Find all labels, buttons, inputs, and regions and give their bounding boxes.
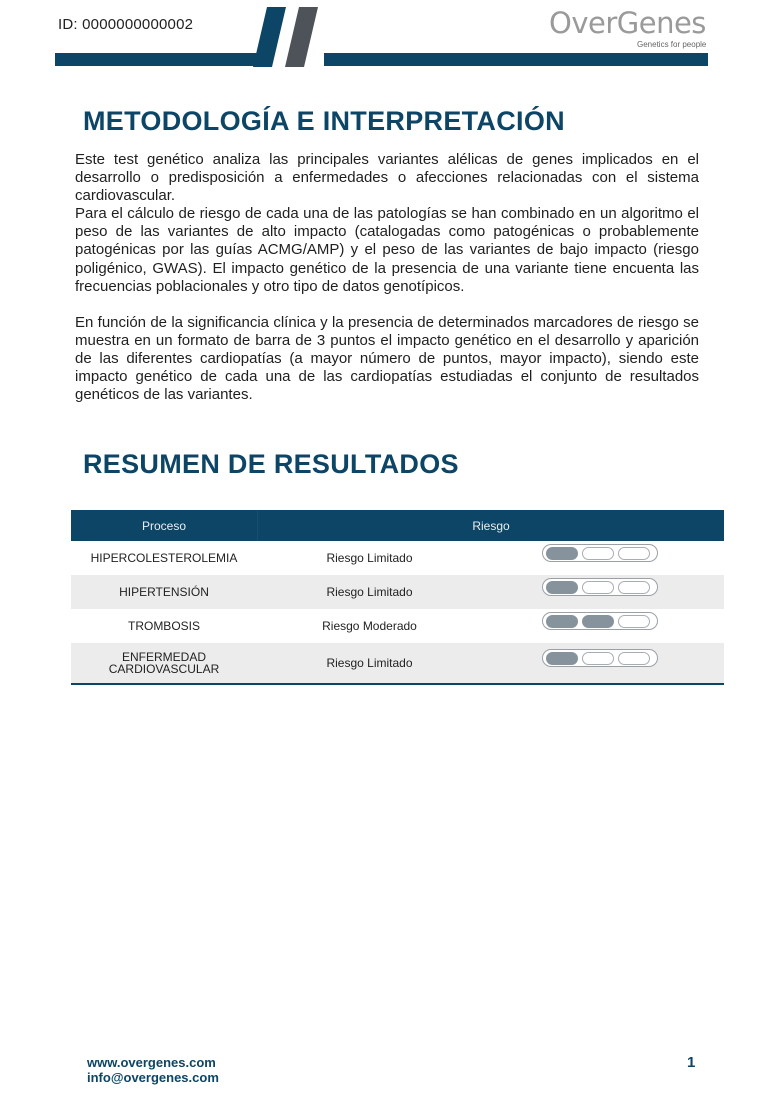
methodology-paragraph-1: Este test genético analiza las principales variantes alélicas de genes implicados en el desarrollo o predisposición a enfermedades o afecciones relacionadas con el sistema cardiovascular. — [75, 151, 699, 205]
overgenes-logo: OverGenes — [549, 6, 706, 40]
process-cell: TROMBOSIS — [127, 619, 200, 633]
risk-bar-cell — [482, 609, 724, 643]
risk-cell: Riesgo Limitado — [326, 585, 413, 599]
risk-cell: Riesgo Limitado — [326, 551, 413, 565]
header-bar-left — [55, 53, 257, 66]
risk-points-bar — [542, 649, 658, 667]
risk-point-filled — [546, 581, 578, 594]
risk-point-empty — [618, 652, 650, 665]
results-table — [71, 510, 724, 685]
column-header-risk: Riesgo — [472, 518, 510, 533]
risk-point-empty — [618, 547, 650, 560]
methodology-paragraph-3: En función de la significancia clínica y la presencia de determinados marcadores de riesgo se muestra en un formato de barra de 3 puntos el impacto genético en el desarrollo y aparición de las diferentes cardiopatías (a mayor número de puntos, mayor impacto), siendo este impacto genético de cada una de las cardiopatías estudiadas el conjunto de resultados genéticos de las variantes. — [75, 313, 699, 404]
table-row — [71, 643, 724, 683]
risk-point-filled — [582, 615, 614, 628]
risk-point-empty — [582, 652, 614, 665]
risk-bar-cell — [482, 575, 724, 609]
risk-bar-cell — [482, 541, 724, 575]
footer-website[interactable]: www.overgenes.com — [87, 1055, 216, 1070]
risk-point-filled — [546, 615, 578, 628]
methodology-paragraph-2: Para el cálculo de riesgo de cada una de las patologías se han combinado en un algoritmo el peso de las variantes de alto impacto (catalogadas como patogénicas o probablemente patogénicas por las guías ACMG/AMP) y el peso de las variantes de bajo impacto (riesgo poligénico, GWAS). El impacto genético de la presencia de una variante tiene encuenta las frecuencias poblacionales y otro tipo de datos genotípicos. — [75, 205, 699, 295]
column-header-process: Proceso — [141, 518, 187, 533]
table-bottom-rule — [71, 683, 724, 685]
risk-cell: Riesgo Moderado — [322, 619, 417, 633]
risk-point-filled — [546, 652, 578, 665]
table-row — [71, 541, 724, 575]
table-row — [71, 609, 724, 643]
risk-point-empty — [582, 547, 614, 560]
footer-email[interactable]: info@overgenes.com — [87, 1070, 219, 1085]
risk-point-empty — [618, 581, 650, 594]
risk-bar-cell — [482, 643, 724, 683]
risk-points-bar — [542, 578, 658, 596]
methodology-title: METODOLOGÍA E INTERPRETACIÓN — [83, 106, 565, 136]
header-bar-right — [324, 53, 708, 66]
process-cell: HIPERCOLESTEROLEMIA — [90, 551, 238, 565]
report-id: ID: 0000000000002 — [58, 16, 194, 33]
risk-point-filled — [546, 547, 578, 560]
process-cell: HIPERTENSIÓN — [119, 585, 209, 599]
risk-point-empty — [618, 615, 650, 628]
risk-point-empty — [582, 581, 614, 594]
page-number: 1 — [687, 1054, 696, 1071]
table-header — [71, 510, 724, 541]
methodology-text — [75, 151, 699, 404]
risk-points-bar — [542, 612, 658, 630]
logo-tagline: Genetics for people — [637, 40, 707, 49]
risk-points-bar — [542, 544, 658, 562]
risk-cell: Riesgo Limitado — [326, 656, 413, 670]
header-slash-graphic — [248, 7, 323, 67]
summary-title: RESUMEN DE RESULTADOS — [83, 449, 459, 479]
process-cell: ENFERMEDAD CARDIOVASCULAR — [108, 650, 220, 676]
table-row — [71, 575, 724, 609]
